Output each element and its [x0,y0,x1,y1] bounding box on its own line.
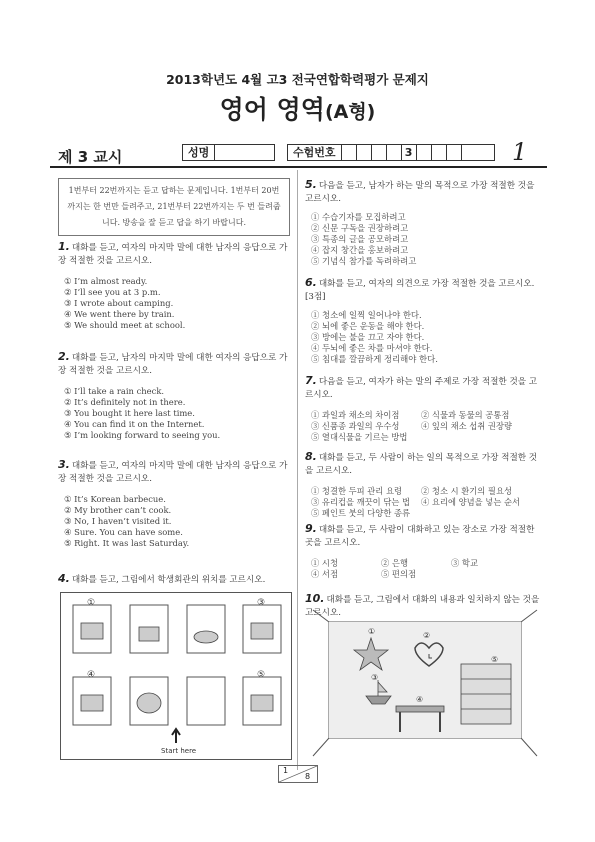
svg-text:⑤: ⑤ [491,655,499,664]
exam-number-box [287,144,495,161]
listening-notice: 1번부터 22번까지는 듣고 답하는 문제입니다. 1번부터 20번까지는 한 번만 들려주고, 21번부터 22번까지는 두 번 들려줍니다. 방송을 잘 듣고 답을 하기 바랍니다. [58,178,290,236]
svg-text:①: ① [368,627,376,636]
option[interactable]: ② 신문 구독을 권장하려고 [311,223,409,233]
question-number: 5. [305,178,317,191]
room-figure [311,608,539,758]
svg-text:③: ③ [257,598,266,608]
option[interactable]: ③ 유리컵을 깨끗이 닦는 법 [311,497,410,507]
campus-map-illustration [61,593,291,759]
question-stem: 다음을 듣고, 남자가 하는 말의 목적으로 가장 적절한 것을 고르시오. [305,181,535,204]
question-stem: 다음을 듣고, 여자가 하는 말의 주제로 가장 적절한 것을 고르시오. [305,377,538,400]
option[interactable]: ② It’s definitely not in there. [64,397,186,407]
exam-digit[interactable] [372,145,387,160]
option[interactable]: ③ 신품종 과일의 우수성 [311,421,400,431]
option[interactable]: ① 청소에 일찍 일어나야 한다. [311,310,422,320]
option[interactable]: ④ 잡지 창간을 홍보하려고 [311,245,409,255]
option[interactable]: ④ Sure. You can have some. [64,527,183,537]
option[interactable]: ② 청소 시 환기의 필요성 [421,486,512,496]
option[interactable]: ③ 방에는 불을 끄고 자야 한다. [311,332,425,342]
option[interactable]: ③ You bought it here last time. [64,408,195,418]
option[interactable]: ③ I wrote about camping. [64,298,174,308]
question-8 [305,450,545,519]
option[interactable]: ③ 특종의 글을 공모하려고 [311,234,409,244]
subject-title [0,90,595,126]
page-footer [278,765,318,783]
option[interactable]: ⑤ 열대식물을 기르는 방법 [311,432,408,442]
option[interactable]: ⑤ 침대를 깔끔하게 정리해야 한다. [311,354,438,364]
option[interactable]: ① 시청 [311,558,338,568]
question-number: 6. [305,276,317,289]
option[interactable]: ④ 잎의 채소 섭취 권장량 [421,421,512,431]
question-number: 4. [58,572,70,585]
option[interactable]: ⑤ 기념식 참가를 독려하려고 [311,256,417,266]
exam-header-title: 2013학년도 4월 고3 전국연합학력평가 문제지 [166,72,429,87]
name-box [182,144,275,161]
exam-digit[interactable] [357,145,372,160]
option[interactable]: ⑤ We should meet at school. [64,320,186,330]
question-1 [58,240,293,331]
option[interactable]: ③ No, I haven’t visited it. [64,516,172,526]
question-5 [305,178,545,267]
option[interactable]: ① 과일과 채소의 차이점 [311,410,400,420]
svg-text:①: ① [87,598,96,608]
question-9 [305,522,545,580]
exam-digit[interactable] [342,145,357,160]
question-stem: 대화를 듣고, 여자의 의견으로 가장 적절한 것을 고르시오. [3점] [305,279,535,302]
option[interactable]: ④ We went there by train. [64,309,175,319]
subject-name: 영어 영역 [219,95,325,124]
question-number: 1. [58,240,70,253]
exam-digit: 3 [402,145,417,160]
footer-page: 1 [283,766,289,775]
option[interactable]: ④ 두뇌에 좋은 차를 마셔야 한다. [311,343,433,353]
option[interactable]: ① It’s Korean barbecue. [64,494,166,504]
room-illustration [311,608,539,758]
svg-text:④: ④ [416,695,424,704]
option[interactable]: ⑤ Right. It was last Saturday. [64,538,190,548]
question-6 [305,276,545,365]
page-number: 1 [512,138,528,166]
option[interactable]: ④ You can find it on the Internet. [64,419,205,429]
svg-text:④: ④ [87,670,96,680]
subject-type: (A형) [324,101,376,123]
period-label: 제 3 교시 [58,148,123,166]
option[interactable]: ② 뇌에 좋은 운동을 해야 한다. [311,321,425,331]
option[interactable]: ② 은행 [381,558,408,568]
option[interactable]: ① I’ll take a rain check. [64,386,165,396]
question-stem: 대화를 듣고, 두 사람이 대화하고 있는 장소로 가장 적절한 곳을 고르시오. [305,525,535,548]
svg-text:②: ② [423,631,431,640]
question-7 [305,374,545,443]
exam-digit[interactable] [417,145,432,160]
campus-map-figure [60,592,292,760]
option[interactable]: ④ 요리에 양념을 넣는 순서 [421,497,520,507]
option[interactable]: ① 수습기자를 모집하려고 [311,212,406,222]
option[interactable]: ① 청결한 두피 관리 요령 [311,486,402,496]
question-number: 8. [305,450,317,463]
header-divider [50,166,547,168]
question-stem: 대화를 듣고, 여자의 마지막 말에 대한 남자의 응답으로 가장 적절한 것을 고르시오. [58,461,288,484]
question-number: 3. [58,458,70,471]
question-stem: 대화를 듣고, 두 사람이 하는 일의 목적으로 가장 적절한 것을 고르시오. [305,453,538,476]
option[interactable]: ⑤ 편의점 [381,569,416,579]
name-label: 성명 [183,145,215,160]
exam-digit[interactable] [387,145,402,160]
option[interactable]: ① I’m almost ready. [64,276,148,286]
column-divider [297,170,298,770]
option[interactable]: ⑤ 페인트 붓의 다양한 종류 [311,508,410,518]
option[interactable]: ④ 서점 [311,569,338,579]
question-3 [58,458,293,549]
question-number: 2. [58,350,70,363]
question-number: 7. [305,374,317,387]
exam-digit[interactable] [432,145,447,160]
question-4 [58,572,293,587]
question-2 [58,350,293,441]
question-stem: 대화를 듣고, 여자의 마지막 말에 대한 남자의 응답으로 가장 적절한 것을 고르시오. [58,243,288,266]
question-stem: 대화를 듣고, 그림에서 학생회관의 위치를 고르시오. [71,575,266,585]
option[interactable]: ⑤ I’m looking forward to seeing you. [64,430,221,440]
name-field[interactable] [215,145,274,160]
exam-digit[interactable] [462,145,477,160]
start-label: Start here [161,747,197,755]
question-number: 10. [305,592,325,605]
option[interactable]: ② My brother can’t cook. [64,505,172,515]
svg-text:③: ③ [371,673,379,682]
exam-digit[interactable] [447,145,462,160]
option[interactable]: ② 식물과 동물의 공통점 [421,410,510,420]
question-stem: 대화를 듣고, 그림에서 대화의 내용과 일치하지 않는 것을 고르시오. [305,595,540,618]
option[interactable]: ③ 학교 [451,558,478,568]
footer-total: 8 [305,772,311,781]
option[interactable]: ② I’ll see you at 3 p.m. [64,287,161,297]
svg-text:⑤: ⑤ [257,670,266,680]
question-number: 9. [305,522,317,535]
exam-number-label: 수험번호 [288,145,342,160]
question-stem: 대화를 듣고, 남자의 마지막 말에 대한 여자의 응답으로 가장 적절한 것을 고르시오. [58,353,288,376]
